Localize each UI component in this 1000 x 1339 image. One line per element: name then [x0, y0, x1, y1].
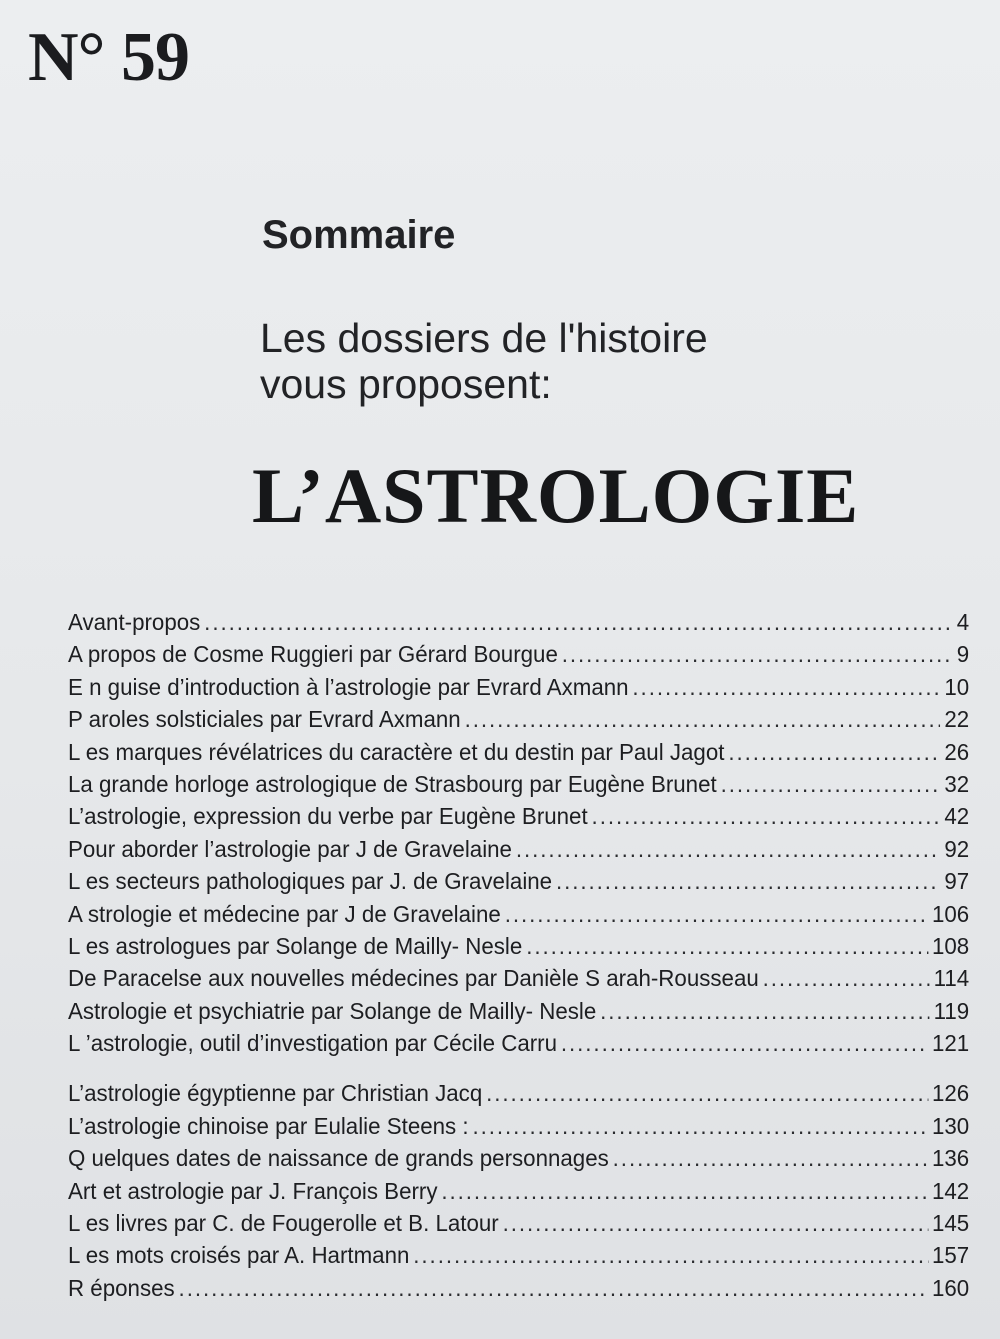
toc-entry	[68, 671, 969, 703]
dot-leader	[505, 898, 928, 930]
dot-leader	[516, 833, 941, 865]
toc-entry-page: 106	[931, 900, 970, 927]
toc-entry-page: 130	[931, 1112, 970, 1139]
dot-leader	[600, 995, 930, 1027]
toc-entry	[68, 800, 969, 832]
toc-entry-title: Art et astrologie par J. François Berry	[68, 1177, 438, 1204]
toc-entry	[68, 638, 969, 670]
page-title: L’ASTROLOGIE	[252, 452, 860, 539]
dot-leader	[413, 1239, 928, 1271]
sommaire-heading: Sommaire	[262, 213, 456, 257]
dot-leader	[561, 1027, 928, 1059]
toc-entry-page: 4	[956, 609, 970, 635]
toc-entry-page: 32	[944, 770, 970, 797]
toc-entry	[68, 995, 969, 1027]
toc-entry	[68, 1272, 969, 1304]
toc-entry-title: L es secteurs pathologiques par J. de Gravelaine	[68, 868, 553, 895]
dot-leader	[179, 1272, 929, 1304]
toc-entry	[68, 865, 969, 897]
toc-entry	[68, 1175, 969, 1207]
toc-entry-title: L ’astrologie, outil d’investigation par Cécile Carru	[68, 1030, 558, 1057]
toc-entry-title: L’astrologie chinoise par Eulalie Steens :	[68, 1112, 469, 1139]
toc-entry-title: La grande horloge astrologique de Strasbourg par Eugène Brunet	[68, 770, 717, 797]
toc-entry-page: 121	[931, 1030, 970, 1057]
toc-entry-page: 157	[931, 1242, 970, 1269]
toc-entry-title: L’astrologie égyptienne par Christian Jacq	[68, 1080, 483, 1107]
toc-entry-title: Pour aborder l’astrologie par J de Gravelaine	[68, 835, 512, 862]
toc-entry	[68, 1142, 969, 1174]
toc-entry-page: 114	[933, 965, 970, 992]
toc-entry	[68, 962, 969, 994]
dot-leader	[632, 671, 940, 703]
toc-entry-title: Q uelques dates de naissance de grands personnages	[68, 1145, 609, 1172]
toc-entry-title: L es livres par C. de Fougerolle et B. Latour	[68, 1210, 499, 1237]
toc-entry-page: 126	[931, 1080, 970, 1107]
toc-entry	[68, 1239, 969, 1271]
toc-entry	[68, 930, 969, 962]
toc-entry-page: 22	[944, 706, 970, 733]
dot-leader	[728, 736, 940, 768]
dot-leader	[472, 1110, 928, 1142]
toc-entry-page: 108	[931, 932, 970, 959]
toc-entry-page: 136	[931, 1145, 970, 1172]
dot-leader	[503, 1207, 928, 1239]
toc-entry-title: L es mots croisés par A. Hartmann	[68, 1242, 410, 1269]
toc-entry-page: 145	[931, 1210, 970, 1237]
toc-entry-page: 92	[944, 835, 970, 862]
subtitle	[260, 315, 880, 407]
dot-leader	[592, 800, 941, 832]
toc-entry-page: 26	[944, 738, 970, 765]
toc-entry	[68, 1110, 969, 1142]
toc-entry-page: 119	[933, 997, 970, 1024]
toc-entry-page: 9	[956, 641, 970, 668]
toc-entry-title: R éponses	[68, 1274, 175, 1301]
toc-entry-title: Avant-propos	[68, 609, 201, 635]
toc-entry	[68, 833, 969, 865]
toc-entry	[68, 768, 969, 800]
dot-leader	[613, 1142, 928, 1174]
toc-entry	[68, 1027, 969, 1059]
table-of-contents	[68, 606, 970, 1304]
issue-number: N° 59	[28, 19, 190, 96]
toc-entry	[68, 736, 969, 768]
toc-entry-title: L es marques révélatrices du caractère et du destin par Paul Jagot	[68, 738, 725, 765]
toc-entry-page: 160	[931, 1274, 970, 1301]
toc-entry-title: Astrologie et psychiatrie par Solange de Mailly- Nesle	[68, 997, 597, 1024]
toc-entry	[68, 898, 969, 930]
toc-entry	[68, 703, 969, 735]
subtitle-line-2: vous proposent:	[260, 361, 552, 407]
toc-entry-title: L’astrologie, expression du verbe par Eugène Brunet	[68, 803, 588, 830]
dot-leader	[486, 1077, 928, 1109]
dot-leader	[556, 865, 940, 897]
toc-entry	[68, 606, 969, 638]
toc-entry-title: A strologie et médecine par J de Gravelaine	[68, 900, 501, 927]
dot-leader	[465, 703, 941, 735]
toc-entry-page: 10	[944, 673, 970, 700]
toc-entry-title: E n guise d’introduction à l’astrologie par Evrard Axmann	[68, 673, 629, 700]
toc-entry	[68, 1207, 969, 1239]
toc-entry-title: A propos de Cosme Ruggieri par Gérard Bourgue	[68, 641, 558, 668]
dot-leader	[441, 1175, 928, 1207]
dot-leader	[526, 930, 928, 962]
toc-entry-title: P aroles solsticiales par Evrard Axmann	[68, 706, 461, 733]
toc-entry-title: L es astrologues par Solange de Mailly- Nesle	[68, 932, 523, 959]
dot-leader	[763, 962, 930, 994]
toc-entry-page: 97	[944, 868, 970, 895]
toc-entry-title: De Paracelse aux nouvelles médecines par Danièle S arah-Rousseau	[68, 965, 759, 992]
dot-leader	[721, 768, 941, 800]
subtitle-line-1: Les dossiers de l'histoire	[260, 315, 708, 361]
toc-entry	[68, 1077, 969, 1109]
dot-leader	[204, 606, 953, 638]
dot-leader	[562, 638, 953, 670]
toc-entry-page: 42	[944, 803, 970, 830]
toc-entry-page: 142	[931, 1177, 970, 1204]
